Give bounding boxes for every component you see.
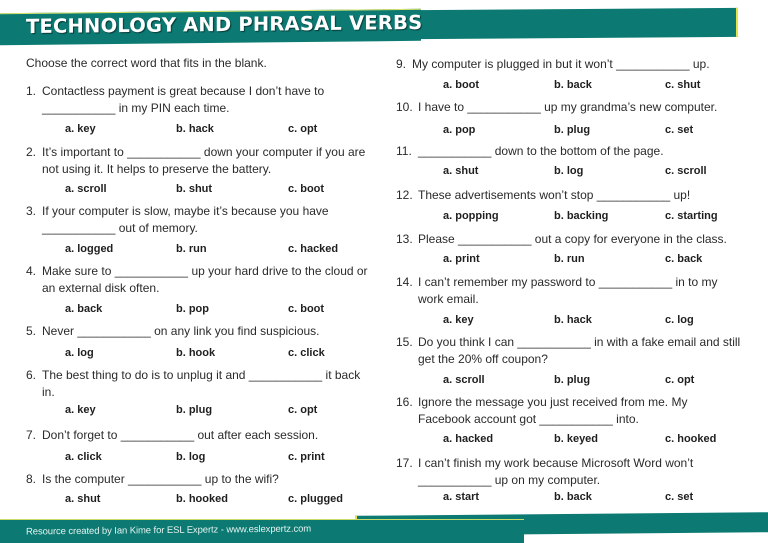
- question-text: Please ___________ out a copy for everyone in the class.: [418, 232, 727, 246]
- question-12: 12. These advertisements won’t stop ___________ up!: [396, 187, 756, 204]
- option-a[interactable]: a. start: [443, 491, 480, 503]
- instructions: Choose the correct word that fits in the blank.: [26, 56, 267, 70]
- option-b[interactable]: b. back: [554, 491, 592, 503]
- question-text: Do you think I can ___________ in with a fake email and still get the 20% off coupon?: [418, 335, 741, 366]
- question-9: 9. My computer is plugged in but it won’t ___________ up.: [396, 56, 756, 73]
- question-11: 11. ___________ down to the bottom of the page.: [396, 143, 756, 160]
- option-c[interactable]: c. boot: [288, 183, 325, 195]
- option-b[interactable]: b. run: [176, 243, 207, 255]
- option-c[interactable]: c. print: [288, 451, 325, 463]
- option-c[interactable]: c. back: [665, 253, 703, 265]
- option-a[interactable]: a. scroll: [65, 183, 107, 195]
- option-a[interactable]: a. boot: [443, 79, 480, 91]
- question-2: 2. It’s important to ___________ down your computer if you are not using it. It helps to preserve the battery.: [26, 144, 386, 178]
- option-b[interactable]: b. keyed: [554, 433, 599, 445]
- option-b[interactable]: b. hack: [554, 314, 592, 326]
- question-text: Make sure to ___________ up your hard drive to the cloud or an external disk often.: [42, 264, 368, 295]
- page-title: TECHNOLOGY AND PHRASAL VERBS: [26, 10, 423, 39]
- option-a[interactable]: a. shut: [65, 493, 101, 505]
- option-c[interactable]: c. opt: [665, 374, 695, 386]
- option-c[interactable]: c. opt: [288, 123, 318, 135]
- question-text: The best thing to do is to unplug it and ___________ it back in.: [42, 368, 361, 399]
- question-text: Never ___________ on any link you find suspicious.: [42, 324, 320, 338]
- option-a[interactable]: a. print: [443, 253, 480, 265]
- question-7: 7. Don’t forget to ___________ out after each session.: [26, 427, 376, 444]
- option-a[interactable]: a. back: [65, 303, 103, 315]
- option-c[interactable]: c. log: [665, 314, 694, 326]
- question-17: 17. I can’t finish my work because Microsoft Word won’t ___________ up on my computer.: [396, 455, 756, 489]
- option-b[interactable]: b. hooked: [176, 493, 228, 505]
- question-6: 6. The best thing to do is to unplug it and ___________ it back in.: [26, 367, 386, 401]
- option-b[interactable]: b. log: [554, 165, 584, 177]
- option-a[interactable]: a. click: [65, 451, 102, 463]
- question-text: I have to ___________ up my grandma’s new computer.: [418, 100, 718, 114]
- option-a[interactable]: a. pop: [443, 124, 476, 136]
- option-a[interactable]: a. popping: [443, 210, 499, 222]
- option-b[interactable]: b. hack: [176, 123, 214, 135]
- option-a[interactable]: a. hacked: [443, 433, 494, 445]
- question-text: These advertisements won’t stop ___________ up!: [418, 188, 691, 202]
- question-text: If your computer is slow, maybe it’s because you have ___________ out of memory.: [42, 204, 329, 235]
- option-b[interactable]: b. plug: [554, 124, 591, 136]
- question-4: 4. Make sure to ___________ up your hard drive to the cloud or an external disk often.: [26, 263, 386, 297]
- question-text: It’s important to ___________ down your computer if you are not using it. It helps to preserve the battery.: [42, 145, 366, 176]
- option-a[interactable]: a. key: [65, 404, 96, 416]
- question-15: 15. Do you think I can ___________ in with a fake email and still get the 20% off coupon?: [396, 334, 766, 368]
- question-text: I can’t remember my password to ___________ in to my work email.: [418, 275, 718, 306]
- question-text: Contactless payment is great because I don’t have to ___________ in my PIN each time.: [42, 84, 325, 115]
- question-10: 10. I have to ___________ up my grandma’s new computer.: [396, 99, 756, 116]
- option-b[interactable]: b. back: [554, 79, 592, 91]
- option-c[interactable]: c. hacked: [288, 243, 339, 255]
- option-a[interactable]: a. key: [443, 314, 474, 326]
- option-b[interactable]: b. backing: [554, 210, 609, 222]
- option-a[interactable]: a. logged: [65, 243, 114, 255]
- option-c[interactable]: c. click: [288, 347, 325, 359]
- question-text: Ignore the message you just received from me. My Facebook account got ___________ into.: [418, 395, 688, 426]
- option-c[interactable]: c. plugged: [288, 493, 343, 505]
- option-c[interactable]: c. opt: [288, 404, 318, 416]
- option-c[interactable]: c. starting: [665, 210, 718, 222]
- question-5: 5. Never ___________ on any link you find suspicious.: [26, 323, 376, 340]
- option-a[interactable]: a. scroll: [443, 374, 485, 386]
- question-1: 1. Contactless payment is great because I don’t have to ___________ in my PIN each time.: [26, 83, 376, 117]
- question-16: 16. Ignore the message you just received from me. My Facebook account got ___________ into.: [396, 394, 756, 428]
- option-a[interactable]: a. shut: [443, 165, 479, 177]
- question-13: 13. Please ___________ out a copy for everyone in the class.: [396, 231, 756, 248]
- option-a[interactable]: a. key: [65, 123, 96, 135]
- question-3: 3. If your computer is slow, maybe it’s because you have ___________ out of memory.: [26, 203, 376, 237]
- question-text: My computer is plugged in but it won’t ___________ up.: [412, 57, 710, 71]
- option-a[interactable]: a. log: [65, 347, 94, 359]
- option-b[interactable]: b. hook: [176, 347, 216, 359]
- option-b[interactable]: b. plug: [554, 374, 591, 386]
- question-14: 14. I can’t remember my password to ___________ in to my work email.: [396, 274, 756, 308]
- option-c[interactable]: c. boot: [288, 303, 325, 315]
- question-text: Is the computer ___________ up to the wifi?: [42, 472, 279, 486]
- option-c[interactable]: c. set: [665, 491, 694, 503]
- option-b[interactable]: b. pop: [176, 303, 209, 315]
- option-b[interactable]: b. run: [554, 253, 585, 265]
- option-c[interactable]: c. scroll: [665, 165, 707, 177]
- option-c[interactable]: c. hooked: [665, 433, 717, 445]
- question-text: ___________ down to the bottom of the page.: [418, 144, 664, 158]
- option-b[interactable]: b. log: [176, 451, 206, 463]
- question-text: I can’t finish my work because Microsoft Word won’t ___________ up on my computer.: [418, 456, 694, 487]
- title-banner-right: [418, 8, 738, 39]
- option-c[interactable]: c. shut: [665, 79, 701, 91]
- question-8: 8. Is the computer ___________ up to the wifi?: [26, 471, 376, 488]
- option-c[interactable]: c. set: [665, 124, 694, 136]
- question-text: Don’t forget to ___________ out after each session.: [42, 428, 319, 442]
- footer-credit: Resource created by Ian Kime for ESL Expertz - www.eslexpertz.com: [26, 523, 312, 538]
- option-b[interactable]: b. shut: [176, 183, 213, 195]
- option-b[interactable]: b. plug: [176, 404, 213, 416]
